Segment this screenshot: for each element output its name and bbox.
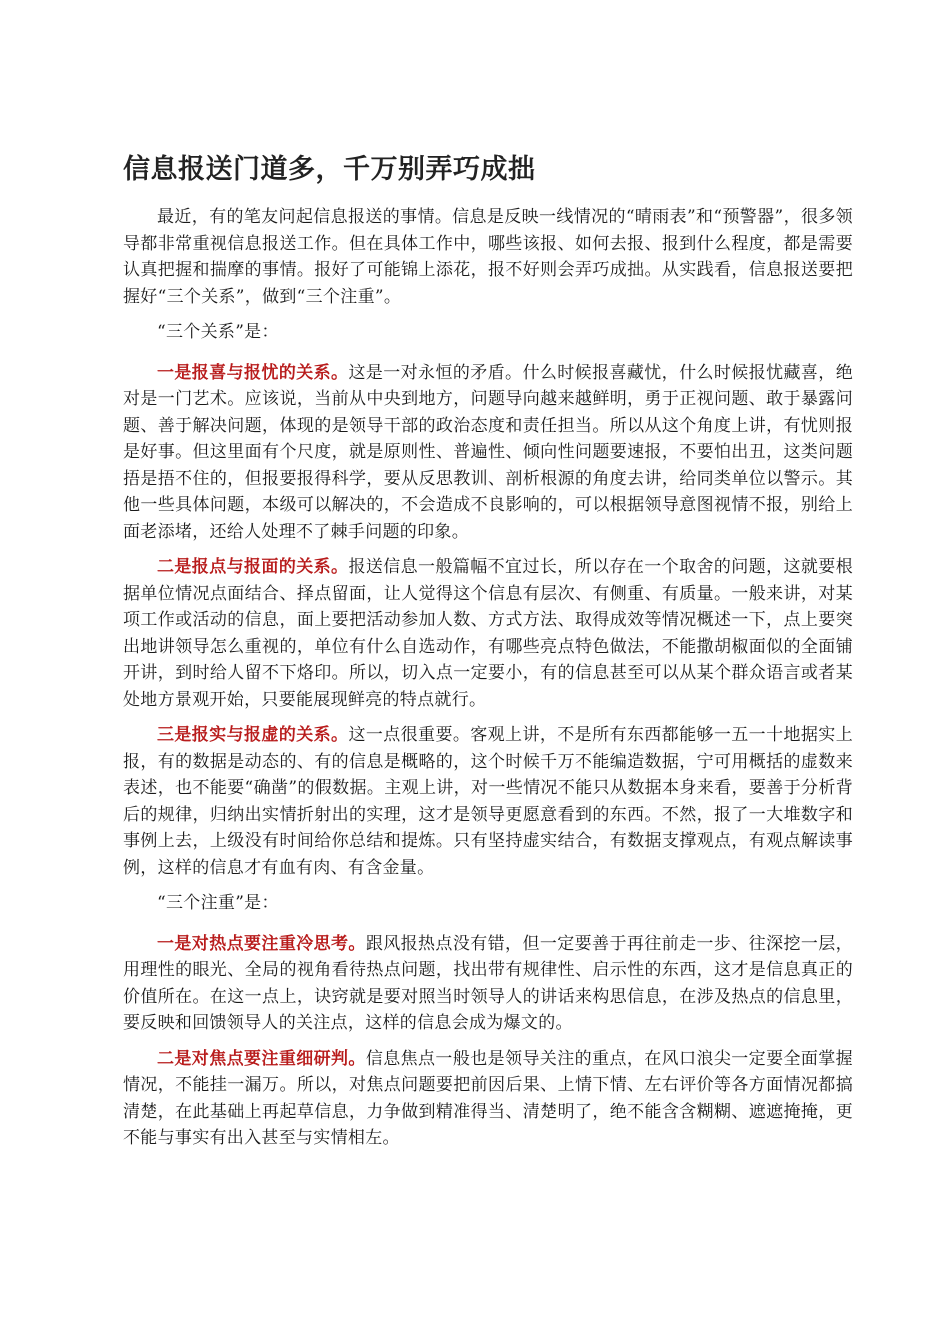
relation-lead-2: 二是报点与报面的关系。 xyxy=(157,557,349,577)
relations-heading: “三个关系”是： xyxy=(157,322,279,342)
document-title: 信息报送门道多，千万别弄巧成拙 xyxy=(123,154,536,185)
intro-paragraph: 最近，有的笔友问起信息报送的事情。信息是反映一线情况的“晴雨表”和“预警器”，很多领导都非常重视信息报送工作。但在具体工作中，哪些该报、如何去报、报到什么程度，都是需要认真把握和揣摩的事情。报好了可能锦上添花，报不好则会弄巧成拙。从实践看，信息报送要把握好“三个关系”，做到“三个注重”。 xyxy=(123,207,853,307)
focus-heading: “三个注重”是： xyxy=(157,893,279,913)
document-page xyxy=(123,150,853,1161)
focus-body-2: 信息焦点一般也是领导关注的重点，在风口浪尖一定要全面掌握情况，不能挂一漏万。所以，对焦点问题要把前因后果、上情下情、左右评价等各方面情况都搞清楚，在此基础上再起草信息，力争做到精准得当、清楚明了，绝不能含含糊糊、遮遮掩掩，更不能与事实有出入甚至与实情相左。 xyxy=(123,1048,853,1148)
relation-paragraph-3 xyxy=(123,722,853,881)
focus-paragraph-2 xyxy=(123,1046,853,1152)
focus-paragraph-1 xyxy=(123,931,853,1037)
focus-body-1: 跟风报热点没有错，但一定要善于再往前走一步、往深挖一层，用理性的眼光、全局的视角看待热点问题，找出带有规律性、启示性的东西，这才是信息真正的价值所在。在这一点上，诀窍就是要对照当时领导人的讲话来构思信息，在涉及热点的信息里，要反映和回馈领导人的关注点，这样的信息会成为爆文的。 xyxy=(123,933,853,1033)
relation-paragraph-2 xyxy=(123,554,853,713)
relation-paragraph-1 xyxy=(123,360,853,546)
relation-body-2: 报送信息一般篇幅不宜过长，所以存在一个取舍的问题，这就要根据单位情况点面结合、择点留面，让人觉得这个信息有层次、有侧重、有质量。一般来讲，对某项工作或活动的信息，面上要把活动参加人数、方式方法、取得成效等情况概述一下，点上要突出地讲领导怎么重视的，单位有什么自选动作，有哪些亮点特色做法，不能撒胡椒面似的全面铺开讲，到时给人留不下烙印。所以，切入点一定要小，有的信息甚至可以从某个群众语言或者某处地方景观开始，只要能展现鲜亮的特点就行。 xyxy=(123,557,853,710)
relation-body-1: 这是一对永恒的矛盾。什么时候报喜藏忧，什么时候报忧藏喜，绝对是一门艺术。应该说，当前从中央到地方，问题导向越来越鲜明，勇于正视问题、敢于暴露问题、善于解决问题，体现的是领导干部的政治态度和责任担当。所以从这个角度上讲，有忧则报是好事。但这里面有个尺度，就是原则性、普遍性、倾向性问题要速报，不要怕出丑，这类问题捂是捂不住的，但报要报得科学，要从反思教训、剖析根源的角度去讲，给同类单位以警示。其他一些具体问题，本级可以解决的，不会造成不良影响的，可以根据领导意图视情不报，别给上面老添堵，还给人处理不了棘手问题的印象。 xyxy=(123,362,853,542)
focus-lead-2: 二是对焦点要注重细研判。 xyxy=(157,1048,366,1069)
focus-lead-1: 一是对热点要注重冷思考。 xyxy=(157,933,366,954)
relation-body-3: 这一点很重要。客观上讲，不是所有东西都能够一五一十地据实上报，有的数据是动态的、有的信息是概略的，这个时候千万不能编造数据，宁可用概括的虚数来表述，也不能要“确凿”的假数据。主观上讲，对一些情况不能只从数据本身来看，要善于分析背后的规律，归纳出实情折射出的实理，这才是领导更愿意看到的东西。不然，报了一大堆数字和事例上去，上级没有时间给你总结和提炼。只有坚持虚实结合，有数据支撑观点，有观点解读事例，这样的信息才有血有肉、有含金量。 xyxy=(123,725,853,878)
relation-lead-3: 三是报实与报虚的关系。 xyxy=(157,725,349,745)
relation-lead-1: 一是报喜与报忧的关系。 xyxy=(157,362,349,383)
